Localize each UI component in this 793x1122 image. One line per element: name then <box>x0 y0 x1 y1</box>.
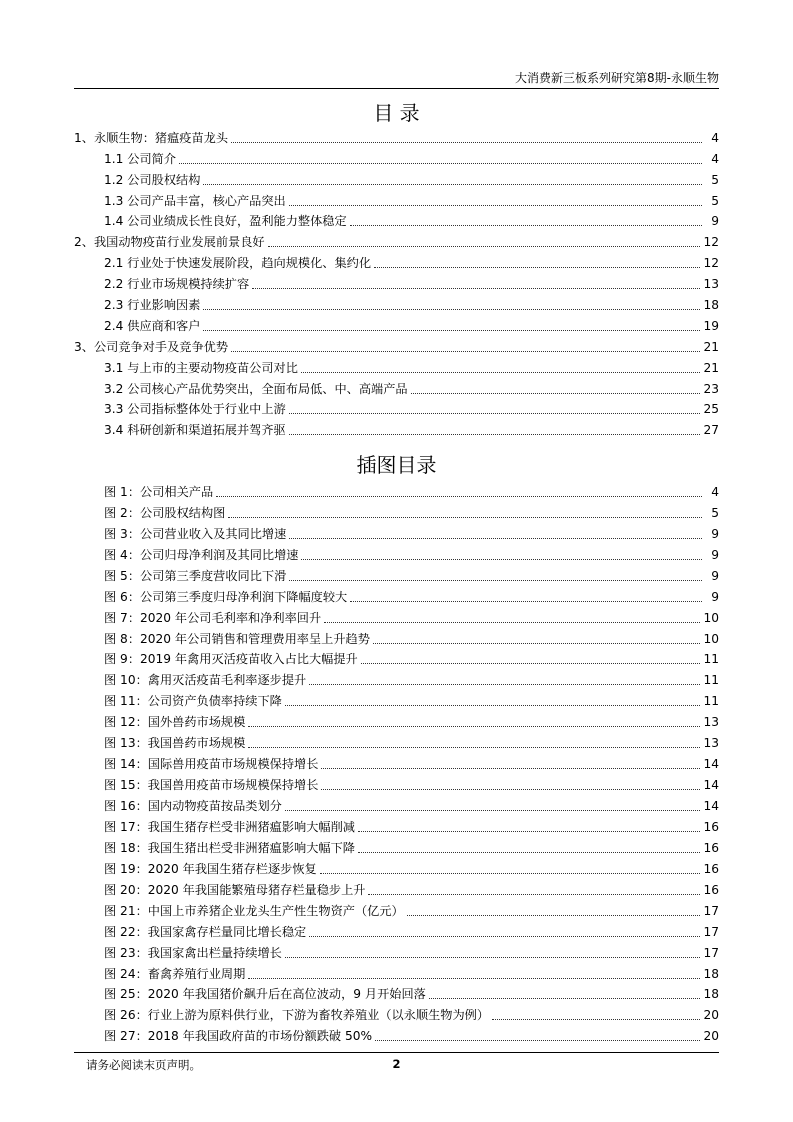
dot-leader <box>252 288 700 289</box>
toc-entry[interactable] <box>74 271 719 292</box>
figure-list <box>74 479 719 1044</box>
entry-page-number: 17 <box>703 903 719 918</box>
entry-label: 2.3 行业影响因素 <box>104 298 201 313</box>
dot-leader <box>309 936 700 937</box>
dot-leader <box>301 559 702 560</box>
figure-entry[interactable] <box>74 982 719 1003</box>
entry-label: 1.1 公司简介 <box>104 151 177 166</box>
toc-entry[interactable] <box>74 209 719 230</box>
entry-page-number: 12 <box>703 256 719 271</box>
dot-leader <box>375 1040 700 1041</box>
dot-leader <box>350 601 702 602</box>
dot-leader <box>350 225 702 226</box>
entry-page-number: 14 <box>703 757 719 772</box>
entry-label: 2.4 供应商和客户 <box>104 318 201 333</box>
entry-page-number: 16 <box>703 840 719 855</box>
figure-list-title: 插图目录 <box>356 453 437 477</box>
entry-page-number: 4 <box>711 484 719 499</box>
entry-label: 图 10：禽用灭活疫苗毛利率逐步提升 <box>104 673 307 688</box>
figure-entry[interactable] <box>74 688 719 709</box>
entry-label: 图 16：国内动物疫苗按品类划分 <box>104 799 282 813</box>
toc-entry[interactable] <box>74 188 719 209</box>
toc-entry[interactable] <box>74 397 719 418</box>
entry-label: 图 4：公司归母净利润及其同比增速 <box>104 547 299 562</box>
figure-entry[interactable] <box>74 667 719 688</box>
figure-entry[interactable] <box>74 500 719 521</box>
entry-page-number: 21 <box>703 339 719 354</box>
entry-label: 图 18：我国生猪出栏受非洲猪瘟影响大幅下降 <box>104 840 355 855</box>
dot-leader <box>285 957 701 958</box>
entry-label: 图 5：公司第三季度营收同比下滑 <box>104 568 287 583</box>
figure-entry[interactable] <box>74 898 719 919</box>
entry-page-number: 13 <box>703 277 719 292</box>
dot-leader <box>321 789 700 790</box>
entry-label: 图 21：中国上市养猪企业龙头生产性生物资产（亿元） <box>104 903 404 918</box>
entry-label: 1.2 公司股权结构 <box>104 172 201 187</box>
dot-leader <box>361 663 701 664</box>
dot-leader <box>203 330 700 331</box>
entry-label: 图 17：我国生猪存栏受非洲猪瘟影响大幅削减 <box>104 819 355 834</box>
dot-leader <box>179 163 702 164</box>
entry-label: 3.2 公司核心产品优势突出，全面布局低、中、高端产品 <box>104 381 408 396</box>
figure-entry[interactable] <box>74 521 719 542</box>
figure-entry[interactable] <box>74 584 719 605</box>
entry-page-number: 18 <box>703 966 719 981</box>
entry-label: 2.1 行业处于快速发展阶段，趋向规模化、集约化 <box>104 256 372 271</box>
entry-label: 图 20：2020 年我国能繁殖母猪存栏量稳步上升 <box>104 882 366 897</box>
entry-page-number: 17 <box>703 924 719 939</box>
figure-entry[interactable] <box>74 877 719 898</box>
entry-label: 1.4 公司业绩成长性良好，盈利能力整体稳定 <box>104 214 347 229</box>
entry-page-number: 9 <box>711 526 719 541</box>
dot-leader <box>320 873 701 874</box>
dot-leader <box>231 142 702 143</box>
figure-entry[interactable] <box>74 751 719 772</box>
entry-label: 3、公司竞争对手及竞争优势 <box>74 339 229 354</box>
dot-leader <box>492 1019 700 1020</box>
entry-label: 图 23：我国家禽出栏量持续增长 <box>104 945 282 960</box>
entry-page-number: 11 <box>703 694 719 709</box>
entry-label: 图 11：公司资产负债率持续下降 <box>104 694 282 709</box>
entry-page-number: 18 <box>703 298 719 313</box>
toc-entry[interactable] <box>74 292 719 313</box>
entry-page-number: 14 <box>703 778 719 793</box>
entry-page-number: 5 <box>711 505 719 520</box>
dot-leader <box>324 622 700 623</box>
dot-leader <box>248 726 700 727</box>
entry-page-number: 16 <box>703 861 719 876</box>
dot-leader <box>301 372 701 373</box>
figure-entry[interactable] <box>74 1002 719 1023</box>
entry-page-number: 18 <box>703 987 719 1002</box>
figure-entry[interactable] <box>74 563 719 584</box>
disclaimer-note: 请务必阅读末页声明。 <box>86 1058 201 1072</box>
dot-leader <box>289 413 701 414</box>
figure-entry[interactable] <box>74 709 719 730</box>
dot-leader <box>289 580 702 581</box>
figure-entry[interactable] <box>74 919 719 940</box>
toc-entry[interactable] <box>74 417 719 438</box>
entry-page-number: 5 <box>711 172 719 187</box>
entry-page-number: 14 <box>703 799 719 813</box>
dot-leader <box>231 351 700 352</box>
figure-entry[interactable] <box>74 856 719 877</box>
entry-page-number: 21 <box>703 360 719 375</box>
entry-label: 3.1 与上市的主要动物疫苗公司对比 <box>104 360 298 375</box>
header-text: 大消费新三板系列研究第8期-永顺生物 <box>515 71 719 85</box>
dot-leader <box>268 246 701 247</box>
entry-page-number: 13 <box>703 715 719 730</box>
dot-leader <box>321 768 700 769</box>
entry-label: 3.3 公司指标整体处于行业中上游 <box>104 402 286 417</box>
toc-entry[interactable] <box>74 146 719 167</box>
figure-entry[interactable] <box>74 814 719 835</box>
dot-leader <box>309 684 700 685</box>
entry-label: 3.4 科研创新和渠道拓展并驾齐驱 <box>104 423 286 438</box>
entry-label: 图 8：2020 年公司销售和管理费用率呈上升趋势 <box>104 631 370 646</box>
dot-leader <box>203 309 700 310</box>
figure-entry[interactable] <box>74 961 719 982</box>
entry-page-number: 25 <box>703 402 719 417</box>
dot-leader <box>285 705 701 706</box>
entry-page-number: 9 <box>711 547 719 562</box>
toc-entry[interactable] <box>74 334 719 355</box>
figure-entry[interactable] <box>74 730 719 751</box>
dot-leader <box>216 496 702 497</box>
page-header <box>74 70 719 89</box>
entry-page-number: 19 <box>703 318 719 333</box>
dot-leader <box>285 810 701 811</box>
entry-label: 图 13：我国兽药市场规模 <box>104 736 246 751</box>
entry-label: 图 27：2018 年我国政府苗的市场份额跌破 50% <box>104 1029 373 1044</box>
entry-page-number: 10 <box>703 610 719 625</box>
entry-label: 图 26：行业上游为原料供行业，下游为畜牧养殖业（以永顺生物为例） <box>104 1008 490 1023</box>
figure-entry[interactable] <box>74 542 719 563</box>
dot-leader <box>289 434 701 435</box>
entry-label: 1.3 公司产品丰富，核心产品突出 <box>104 193 286 208</box>
dot-leader <box>289 205 702 206</box>
page-footer <box>74 1052 719 1072</box>
dot-leader <box>248 747 700 748</box>
figure-entry[interactable] <box>74 772 719 793</box>
dot-leader <box>358 831 701 832</box>
dot-leader <box>373 643 701 644</box>
page-number: 2 <box>392 1057 401 1071</box>
entry-page-number: 20 <box>703 1008 719 1023</box>
entry-label: 图 19：2020 年我国生猪存栏逐步恢复 <box>104 861 317 876</box>
dot-leader <box>429 998 701 999</box>
entry-label: 图 6：公司第三季度归母净利润下降幅度较大 <box>104 589 348 604</box>
entry-label: 2.2 行业市场规模持续扩容 <box>104 277 250 292</box>
entry-page-number: 12 <box>703 235 719 250</box>
entry-label: 图 3：公司营业收入及其同比增速 <box>104 526 287 541</box>
entry-label: 图 1：公司相关产品 <box>104 484 214 499</box>
entry-page-number: 11 <box>703 652 719 667</box>
entry-page-number: 9 <box>711 589 719 604</box>
entry-label: 图 24：畜禽养殖行业周期 <box>104 966 246 981</box>
entry-label: 图 7：2020 年公司毛利率和净利率回升 <box>104 610 322 625</box>
dot-leader <box>203 184 702 185</box>
dot-leader <box>248 978 700 979</box>
entry-page-number: 9 <box>711 214 719 229</box>
figure-entry[interactable] <box>74 940 719 961</box>
toc-entry[interactable] <box>74 313 719 334</box>
entry-page-number: 9 <box>711 568 719 583</box>
dot-leader <box>368 894 700 895</box>
toc-entry[interactable] <box>74 167 719 188</box>
entry-page-number: 5 <box>711 193 719 208</box>
entry-label: 图 14：国际兽用疫苗市场规模保持增长 <box>104 757 319 772</box>
toc-entry[interactable] <box>74 355 719 376</box>
entry-page-number: 16 <box>703 819 719 834</box>
dot-leader <box>374 267 700 268</box>
toc-title: 目 录 <box>373 101 420 125</box>
figure-entry[interactable] <box>74 626 719 647</box>
entry-page-number: 16 <box>703 882 719 897</box>
dot-leader <box>407 915 701 916</box>
toc-entry[interactable] <box>74 250 719 271</box>
entry-page-number: 10 <box>703 631 719 646</box>
dot-leader <box>358 852 701 853</box>
entry-page-number: 17 <box>703 945 719 960</box>
entry-label: 图 15：我国兽用疫苗市场规模保持增长 <box>104 778 319 793</box>
figure-entry[interactable] <box>74 479 719 500</box>
figure-entry[interactable] <box>74 793 719 814</box>
entry-page-number: 23 <box>703 381 719 396</box>
figure-entry[interactable] <box>74 605 719 626</box>
dot-leader <box>228 517 702 518</box>
entry-label: 图 25：2020 年我国猪价飙升后在高位波动，9 月开始回落 <box>104 987 426 1002</box>
dot-leader <box>411 393 701 394</box>
figure-entry[interactable] <box>74 1023 719 1044</box>
table-of-contents <box>74 125 719 438</box>
dot-leader <box>289 538 702 539</box>
toc-entry[interactable] <box>74 376 719 397</box>
entry-page-number: 27 <box>703 423 719 438</box>
entry-page-number: 4 <box>711 151 719 166</box>
entry-label: 图 9：2019 年禽用灭活疫苗收入占比大幅提升 <box>104 652 358 667</box>
toc-entry[interactable] <box>74 229 719 250</box>
entry-page-number: 4 <box>711 130 719 145</box>
entry-label: 1、永顺生物：猪瘟疫苗龙头 <box>74 130 229 145</box>
toc-entry[interactable] <box>74 125 719 146</box>
entry-label: 图 12：国外兽药市场规模 <box>104 715 246 730</box>
entry-label: 图 22：我国家禽存栏量同比增长稳定 <box>104 924 307 939</box>
entry-label: 2、我国动物疫苗行业发展前景良好 <box>74 235 265 250</box>
entry-page-number: 11 <box>703 673 719 688</box>
entry-page-number: 20 <box>703 1029 719 1044</box>
figure-entry[interactable] <box>74 647 719 668</box>
entry-page-number: 13 <box>703 736 719 751</box>
entry-label: 图 2：公司股权结构图 <box>104 505 226 520</box>
figure-entry[interactable] <box>74 835 719 856</box>
